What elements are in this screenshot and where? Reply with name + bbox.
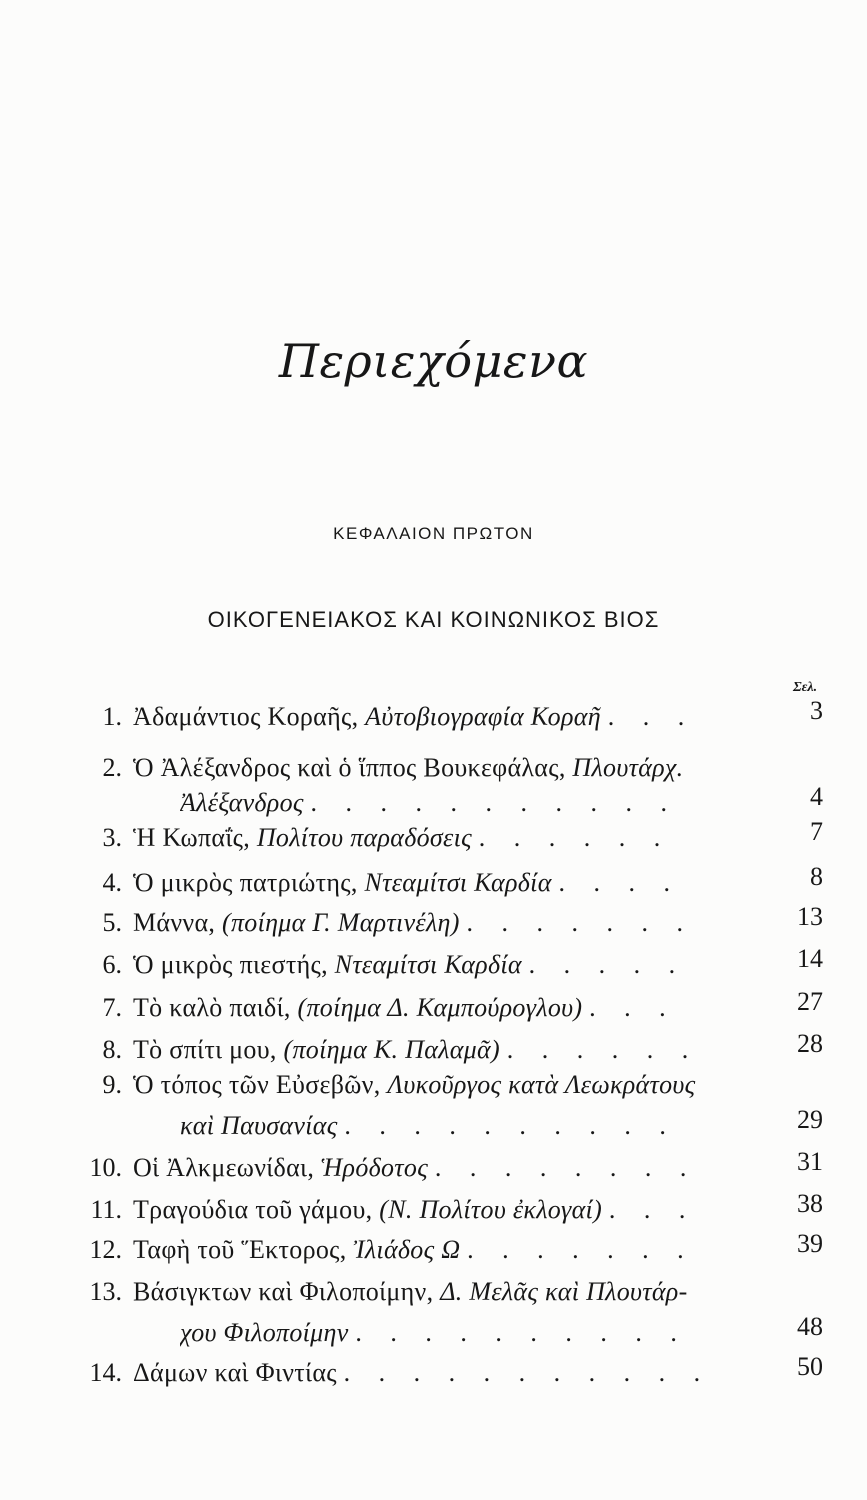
entry-source: (Ν. Πολίτου ἐκλογαί): [379, 1195, 603, 1224]
entry-source-continued: Ἀλέξανδρος: [180, 788, 304, 817]
entry-source-continued: καὶ Παυσανίας: [180, 1111, 338, 1140]
entry-text: [133, 992, 760, 1024]
toc-entry: [0, 1352, 867, 1389]
toc-entry: [0, 752, 867, 784]
entry-source: (ποίημα Δ. Καμπούρογλου): [297, 993, 583, 1022]
entry-author: Ἡ Κωπαΐς,: [133, 823, 257, 852]
entry-text: [133, 1276, 760, 1308]
entry-author: Μάννα,: [133, 908, 222, 937]
page-column-label: Σελ.: [793, 680, 818, 695]
entry-author: Ὁ μικρὸς πατριώτης,: [133, 868, 365, 897]
leader-dots: . . .: [589, 993, 677, 1022]
entry-number: 1.: [102, 702, 122, 731]
chapter-heading: ΚΕΦΑΛΑΙΟΝ ΠΡΩΤΟΝ: [333, 524, 534, 543]
entry-number: 4.: [102, 868, 122, 897]
leader-dots: . . . . . . . . . .: [344, 1111, 677, 1140]
entry-page-number: 29: [797, 1105, 823, 1134]
entry-text: [133, 1357, 760, 1389]
entry-author: Ταφὴ τοῦ Ἕκτορος,: [133, 1235, 354, 1264]
toc-entry-continuation: [0, 1105, 867, 1142]
toc-entry: [0, 817, 867, 854]
entry-text: [133, 907, 760, 939]
entry-page-number: 28: [797, 1029, 823, 1058]
section-heading: ΟΙΚΟΓΕΝΕΙΑΚΟΣ ΚΑΙ ΚΟΙΝΩΝΙΚΟΣ ΒΙΟΣ: [207, 607, 660, 632]
leader-dots: . . . . . . . . . . .: [343, 1358, 712, 1387]
entry-page-number: 14: [797, 944, 823, 973]
toc-entry-continuation: [0, 782, 867, 819]
leader-dots: . . . . .: [528, 950, 687, 979]
entry-page-number: 7: [810, 817, 823, 846]
entry-text: [133, 949, 760, 981]
entry-page-number: 39: [797, 1229, 823, 1258]
entry-author: Ὁ Ἀλέξανδρος καὶ ὁ ἵππος Βουκεφάλας,: [133, 753, 573, 782]
toc-entry: [0, 1029, 867, 1066]
entry-number: 11.: [90, 1195, 122, 1224]
toc-entry: [0, 1229, 867, 1266]
entry-source: (ποίημα Γ. Μαρτινέλη): [221, 908, 460, 937]
entry-source: Λυκοῦργος κατὰ Λεωκράτους: [387, 1070, 696, 1099]
entry-text: [133, 822, 760, 854]
entry-text: [180, 1317, 760, 1349]
entry-page-number: 48: [797, 1312, 823, 1341]
page-title: Περιεχόμενα: [278, 334, 589, 388]
entry-author: Ὁ μικρὸς πιεστής,: [133, 950, 335, 979]
entry-text: [133, 701, 760, 733]
entry-number: 2.: [102, 753, 122, 782]
leader-dots: . . . . . . .: [466, 908, 694, 937]
leader-dots: . . . . . . . . . .: [355, 1318, 688, 1347]
entry-source-continued: χου Φιλοποίμην: [180, 1318, 349, 1347]
toc-entry: [0, 1276, 867, 1308]
entry-page-number: 13: [797, 902, 823, 931]
entry-page-number: 38: [797, 1189, 823, 1218]
entry-number: 8.: [102, 1035, 122, 1064]
entry-number: 5.: [102, 908, 122, 937]
toc-entry: [0, 1147, 867, 1184]
toc-entry: [0, 902, 867, 939]
entry-text: [133, 1034, 760, 1066]
leader-dots: . . . .: [558, 868, 681, 897]
entry-author: Δάμων καὶ Φιντίας: [133, 1358, 344, 1387]
entry-text: [133, 1234, 760, 1266]
entry-number: 6.: [102, 950, 122, 979]
toc-entry: [0, 1069, 867, 1101]
entry-source: Πλουτάρχ.: [572, 753, 684, 782]
entry-author: Τὸ καλὸ παιδί,: [133, 993, 298, 1022]
entry-number: 3.: [102, 823, 122, 852]
entry-source: Ντεαμίτσι Καρδία: [334, 950, 522, 979]
leader-dots: . . . . . . . . . . .: [310, 788, 679, 817]
entry-author: Τραγούδια τοῦ γάμου,: [133, 1195, 380, 1224]
entry-source: Δ. Μελᾶς καὶ Πλουτάρ-: [440, 1277, 688, 1306]
entry-page-number: 4: [810, 782, 823, 811]
leader-dots: . . . . . .: [478, 823, 672, 852]
leader-dots: . . .: [607, 702, 696, 731]
leader-dots: . . . . . . .: [467, 1235, 695, 1264]
entry-text: [133, 1152, 760, 1184]
entry-number: 7.: [102, 993, 122, 1022]
entry-page-number: 31: [797, 1147, 823, 1176]
entry-number: 10.: [89, 1153, 122, 1182]
entry-author: Ἀδαμάντιος Κοραῆς,: [133, 702, 366, 731]
entry-number: 12.: [89, 1235, 122, 1264]
toc-entry: [0, 862, 867, 899]
entry-source: (ποίημα Κ. Παλαμᾶ): [283, 1035, 500, 1064]
entry-page-number: 3: [810, 696, 823, 725]
entry-author: Τὸ σπίτι μου,: [133, 1035, 284, 1064]
entry-author: Ὁ τόπος τῶν Εὐσεβῶν,: [133, 1070, 388, 1099]
entry-source: Ἰλιάδος Ω: [353, 1235, 461, 1264]
entry-text: [133, 867, 760, 899]
entry-author: Οἱ Ἀλκμεωνίδαι,: [133, 1153, 321, 1182]
leader-dots: . . . . . . . .: [434, 1153, 698, 1182]
toc-entry: [0, 696, 867, 733]
entry-text: [180, 1110, 760, 1142]
toc-entry: [0, 944, 867, 981]
entry-source: Ντεαμίτσι Καρδία: [364, 868, 552, 897]
entry-number: 9.: [102, 1070, 122, 1099]
entry-source: Πολίτου παραδόσεις: [256, 823, 472, 852]
toc-entry: [0, 1189, 867, 1226]
entry-page-number: 27: [797, 987, 823, 1016]
entry-source: Ἡρόδοτος: [320, 1153, 429, 1182]
entry-number: 13.: [89, 1277, 122, 1306]
entry-source: Αὐτοβιογραφία Κοραῆ: [365, 702, 601, 731]
toc-entry-continuation: [0, 1312, 867, 1349]
entry-text: [180, 787, 760, 819]
toc-entry: [0, 987, 867, 1024]
entry-text: [133, 752, 760, 784]
entry-text: [133, 1069, 760, 1101]
entry-page-number: 50: [797, 1352, 823, 1381]
leader-dots: . . . . . .: [506, 1035, 700, 1064]
entry-page-number: 8: [810, 862, 823, 891]
entry-number: 14.: [89, 1358, 122, 1387]
entry-author: Βάσιγκτων καὶ Φιλοποίμην,: [133, 1277, 441, 1306]
entry-text: [133, 1194, 760, 1226]
leader-dots: . . .: [608, 1195, 697, 1224]
